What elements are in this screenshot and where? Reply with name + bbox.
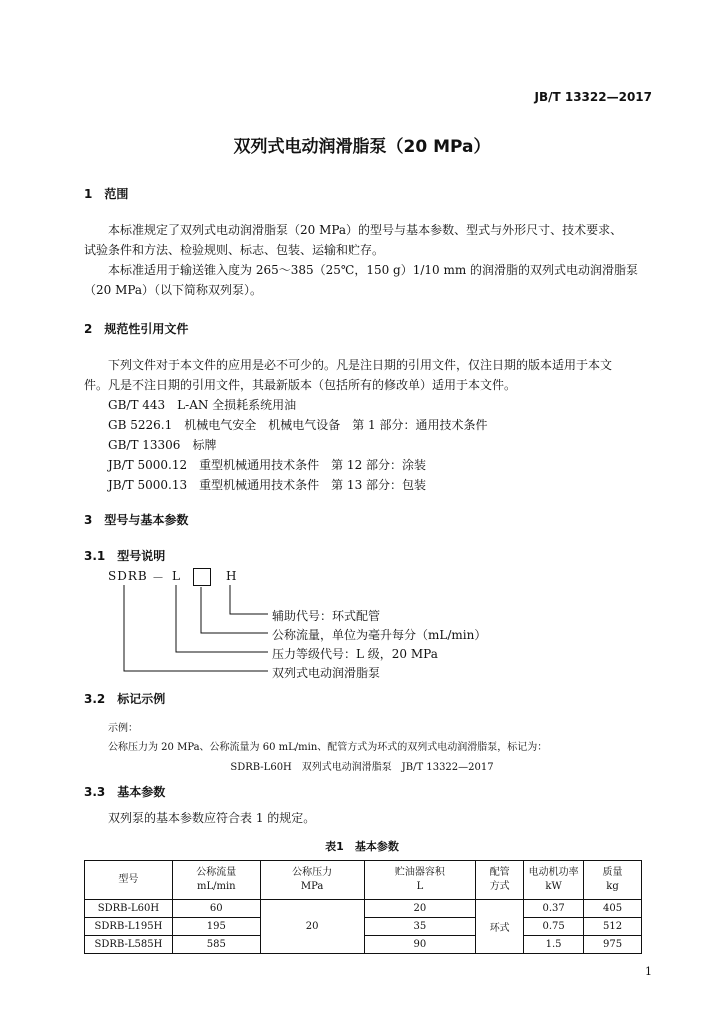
s1-paragraph-1-line-1: 本标准规定了双列式电动润滑脂泵（20 MPa）的型号与基本参数、型式与外形尺寸、技术要求、 [108,223,623,237]
model-aux-code: H [226,569,238,583]
section-3-3-heading: 3.3 基本参数 [84,785,166,799]
table-cell-pressure: 20 [260,900,364,954]
standard-number: JB/T 13322—2017 [534,90,652,104]
section-1-heading: 1 范围 [84,187,129,201]
table-header-cell: 质量 kg [584,861,642,900]
model-dash: － [152,571,166,585]
example-label: 示例： [108,723,138,734]
model-note-flow: 公称流量，单位为毫升每分（mL/min） [272,628,487,642]
reference-item: JB/T 5000.13 重型机械通用技术条件 第 13 部分：包装 [108,478,427,492]
table-cell-volume: 90 [364,936,476,954]
table-row [85,900,642,918]
table-header-cell: 型号 [85,861,173,900]
s1-paragraph-2-line-1: 本标准适用于输送锥入度为 265～385（25℃，150 g）1/10 mm 的润滑脂的双列式电动润滑脂泵 [108,263,639,277]
table-cell-mass: 975 [584,936,642,954]
section-3-1-heading: 3.1 型号说明 [84,549,166,563]
table-header-cell: 公称压力 MPa [260,861,364,900]
table-header-cell: 贮油器容积 L [364,861,476,900]
table-cell-power: 0.75 [524,918,584,936]
model-note-type: 双列式电动润滑脂泵 [272,666,381,680]
table-cell-model: SDRB-L585H [85,936,173,954]
section-3-2-heading: 3.2 标记示例 [84,692,166,706]
page-number: 1 [645,965,652,978]
table-cell-flow: 585 [172,936,260,954]
table-header-cell: 公称流量 mL/min [172,861,260,900]
section-3-heading: 3 型号与基本参数 [84,513,189,527]
reference-item: GB/T 443 L-AN 全损耗系统用油 [108,398,297,412]
table-cell-flow: 60 [172,900,260,918]
table-cell-power: 1.5 [524,936,584,954]
table-cell-model: SDRB-L60H [85,900,173,918]
section-3-3-text: 双列泵的基本参数应符合表 1 的规定。 [108,811,316,825]
table-cell-volume: 35 [364,918,476,936]
table-cell-mass: 405 [584,900,642,918]
reference-item: GB 5226.1 机械电气安全 机械电气设备 第 1 部分：通用技术条件 [108,418,488,432]
table-header-cell: 配管 方式 [476,861,524,900]
page-title: 双列式电动润滑脂泵（20 MPa） [233,137,491,157]
section-2-heading: 2 规范性引用文件 [84,322,189,336]
table-cell-power: 0.37 [524,900,584,918]
reference-item: JB/T 5000.12 重型机械通用技术条件 第 12 部分：涂装 [108,458,427,472]
reference-item: GB/T 13306 标牌 [108,438,217,452]
table-header-row [85,861,642,900]
model-pressure-code: L [172,569,181,583]
s1-paragraph-2-line-2: （20 MPa）（以下简称双列泵）。 [84,283,263,297]
table-cell-piping: 环式 [476,900,524,954]
model-note-aux: 辅助代号：环式配管 [272,609,381,623]
example-text: 公称压力为 20 MPa、公称流量为 60 mL/min、配管方式为环式的双列式电动润滑脂泵，标记为： [108,742,548,753]
s2-paragraph-line-1: 下列文件对于本文件的应用是必不可少的。凡是注日期的引用文件，仅注日期的版本适用于本文 [108,358,613,372]
s1-paragraph-1-line-2: 试验条件和方法、检验规则、标志、包装、运输和贮存。 [84,243,385,257]
table-cell-volume: 20 [364,900,476,918]
parameters-table [84,860,642,954]
table-cell-model: SDRB-L195H [85,918,173,936]
table-header-cell: 电动机功率 kW [524,861,584,900]
table-cell-mass: 512 [584,918,642,936]
model-note-pressure: 压力等级代号：L 级，20 MPa [272,647,438,661]
table-cell-flow: 195 [172,918,260,936]
s2-paragraph-line-2: 件。凡是不注日期的引用文件，其最新版本（包括所有的修改单）适用于本文件。 [84,378,517,392]
table-caption: 表1 基本参数 [325,840,399,853]
model-prefix: SDRB [108,569,148,583]
example-mark: SDRB-L60H 双列式电动润滑脂泵 JB/T 13322—2017 [230,762,494,773]
